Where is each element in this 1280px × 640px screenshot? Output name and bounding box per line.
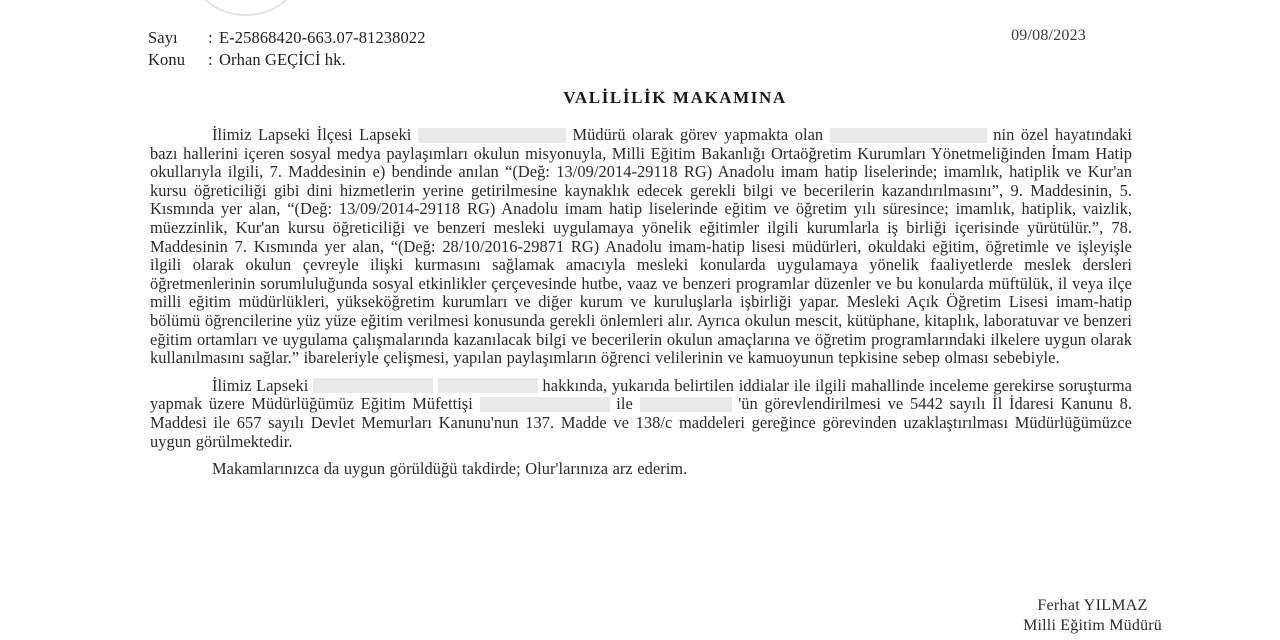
- sayi-row: [148, 27, 1138, 49]
- sayi-label: Sayı: [148, 28, 178, 47]
- konu-label: Konu: [148, 50, 186, 69]
- para1-segment-2: Müdürü olarak görev yapmakta olan: [565, 125, 830, 144]
- document-body: [150, 126, 1132, 479]
- para2-segment-3: hakkında, yukarıda belirtilen iddialar ile ilgili mahallinde inceleme gerekirse soruşturma yapmak üzere Müdürlüğümüz Eğitim Müfettişi: [150, 375, 1132, 414]
- redacted-school-name: [418, 128, 566, 143]
- para2-segment-4: ile: [609, 394, 640, 414]
- konu-value: Orhan GEÇİCİ hk.: [219, 50, 346, 69]
- paragraph-closing: [150, 460, 1132, 479]
- redacted-person-name-2: [438, 378, 538, 393]
- konu-row: [148, 49, 1138, 71]
- para2-segment-5: 'ün görevlendirilmesi ve 5442 sayılı İl İdaresi Kanunu 8. Maddesi ile 657 sayılı Devlet Memurları Kanunu'nun 137. Madde ve 138/c maddeleri gereğince görevinden uzaklaştırılması Müdürlüğümüzce uygun görülmektedir.: [150, 394, 1132, 451]
- redacted-person-name: [830, 128, 987, 143]
- signatory-title: Milli Eğitim Müdürü: [1023, 617, 1162, 634]
- konu-colon: :: [208, 50, 213, 69]
- redacted-school-name-2: [313, 378, 433, 393]
- para3-text: Makamlarınızca da uygun görüldüğü takdirde; Olur'larınıza arz ederim.: [212, 459, 688, 479]
- para2-segment-1: İlimiz Lapseki: [212, 375, 314, 395]
- document-date: 09/08/2023: [1011, 27, 1086, 44]
- document-header: [148, 27, 1138, 71]
- sayi-colon: :: [208, 28, 213, 47]
- sayi-value: E-25868420-663.07-81238022: [219, 28, 426, 47]
- redacted-inspector-name-2: [640, 397, 732, 412]
- signature-block: [1023, 596, 1162, 636]
- signatory-name: Ferhat YILMAZ: [1037, 597, 1148, 614]
- paragraph-allegations: [150, 126, 1132, 368]
- paragraph-request: [150, 377, 1132, 451]
- redacted-inspector-name-1: [480, 397, 610, 412]
- document-title: VALİLİLİK MAKAMINA: [563, 88, 787, 107]
- para1-segment-3: nin özel hayatındaki bazı hallerini içeren sosyal medya paylaşımları okulun misyonuyla, Milli Eğitim Bakanlığı Ortaöğretim Kurumları Yönetmeliğinden İmam Hatip okullarıyla ilgili, 7. Maddesinin e) bendinde anılan “(Değ: 13/09/2014-29118 RG) Anadolu imam hatip liselerinde; imamlık, hatiplik ve Kur'an kursu öğreticiliği gibi dini hizmetlerin yerine getirilmesine kaynaklık edecek gerekli bilgi ve becerilerin kazandırılmasını”, 9. Maddesinin, 5. Kısmında yer alan, “(Değ: 13/09/2014-29118 RG) Anadolu imam hatip liselerinde eğitim ve öğretim yılı süresince; imamlık, hatiplik, vaizlik, müezzinlik, Kur'an kursu öğreticiliği ve benzeri mesleki uygulamaya yönelik eğitimler ilgili kurumlarla iş birliği içerisinde yürütülür.”, 78. Maddesinin 7. Kısmında yer alan, “(Değ: 28/10/2016-29871 RG) Anadolu imam-hatip lisesi müdürleri, okuldaki eğitim, öğretimle ve işleyişle ilgili olarak okulun çevreyle ilişki kurmasını sağlamak amacıyla mesleki konularda uygulamaya yönelik faaliyetlerde meslek dersleri öğretmenlerinin sorumluluğunda sosyal etkinlikler çerçevesinde hutbe, vaaz ve benzeri programlar düzenler ve bu konularda müftülük, il veya ilçe milli eğitim müdürlükleri, yükseköğretim kurumları ve diğer kurum ve kuruluşlarla işbirliği yapar. Mesleki Açık Öğretim Lisesi imam-hatip bölümü öğrencilerine yüz yüze eğitim verilmesi konusunda gerekli önlemleri alır. Ayrıca okulun mescit, kütüphane, kitaplık, laboratuvar ve benzeri eğitim ortamları ve uygulama çalışmalarında kazanılacak bilgi ve becerilerin okulun amaçlarına ve öğretim programlarındaki ilkelere uygun olarak kullanılmasını sağlar.” ibareleriyle çelişmesi, yapılan paylaşımların öğrenci velilerinin ve kamuoyunun tepkisine sebep olması sebebiyle.: [150, 125, 1133, 368]
- para1-segment-1: İlimiz Lapseki İlçesi Lapseki: [212, 125, 418, 144]
